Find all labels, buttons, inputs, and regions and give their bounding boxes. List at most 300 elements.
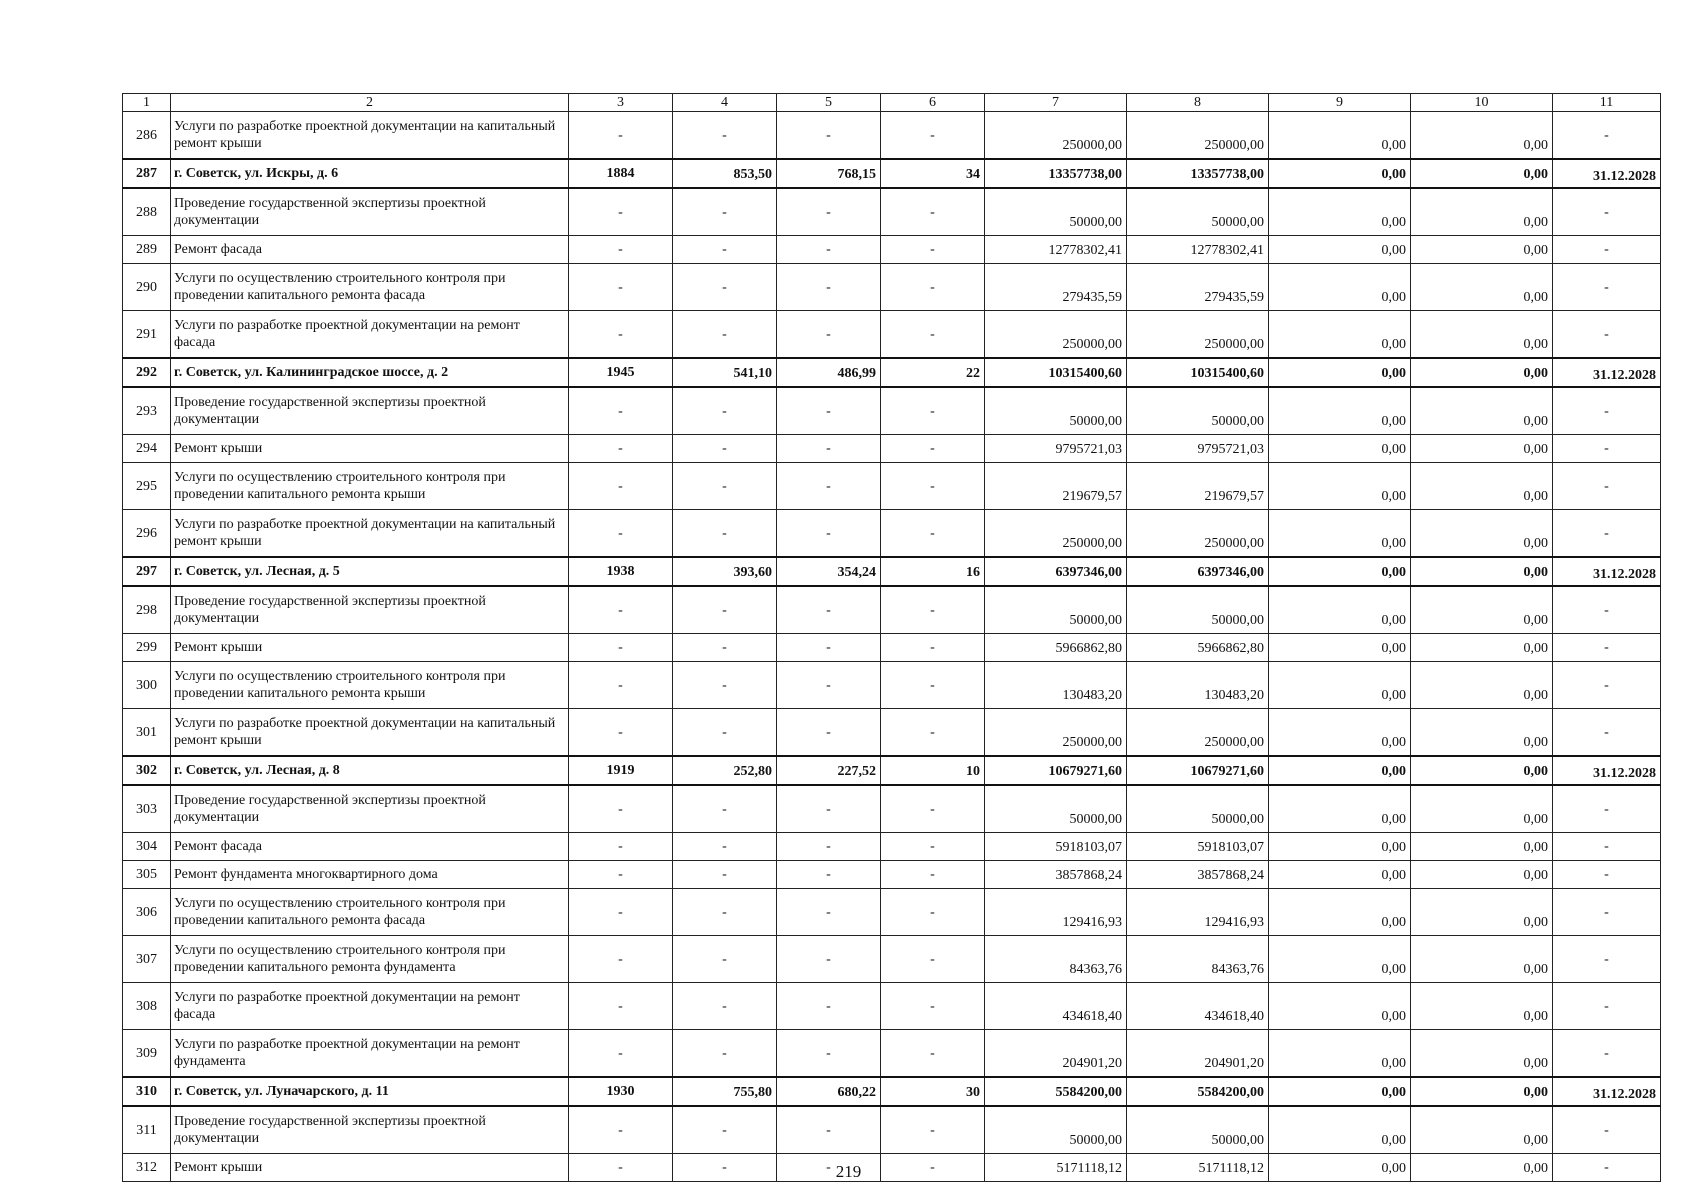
table-row — [123, 861, 1661, 889]
row-number: 310 — [123, 1077, 171, 1106]
year-built: - — [569, 634, 673, 662]
year-built: 1938 — [569, 557, 673, 586]
row-number: 301 — [123, 709, 171, 757]
table-row — [123, 634, 1661, 662]
completion-date: - — [1553, 264, 1661, 311]
row-description: Услуги по осуществлению строительного контроля при проведении капитального ремонта фасада — [171, 889, 569, 936]
row-number: 299 — [123, 634, 171, 662]
completion-date: - — [1553, 634, 1661, 662]
completion-date: - — [1553, 936, 1661, 983]
completion-date: - — [1553, 463, 1661, 510]
residents: - — [881, 709, 985, 757]
total-cost: 5966862,80 — [985, 634, 1127, 662]
table-row — [123, 833, 1661, 861]
row-number: 302 — [123, 756, 171, 785]
total-cost: 250000,00 — [985, 510, 1127, 558]
table-row — [123, 889, 1661, 936]
table-row — [123, 112, 1661, 160]
other-cost: 0,00 — [1411, 311, 1553, 359]
total-area: - — [673, 112, 777, 160]
fund-cost: 13357738,00 — [1127, 159, 1269, 188]
living-area: 227,52 — [777, 756, 881, 785]
fund-cost: 5966862,80 — [1127, 634, 1269, 662]
fund-cost: 50000,00 — [1127, 188, 1269, 236]
row-number: 300 — [123, 662, 171, 709]
budget-cost: 0,00 — [1269, 510, 1411, 558]
row-number: 296 — [123, 510, 171, 558]
total-cost: 250000,00 — [985, 112, 1127, 160]
residents: - — [881, 311, 985, 359]
residents: - — [881, 264, 985, 311]
program-table — [122, 93, 1661, 1182]
year-built: - — [569, 709, 673, 757]
row-number: 309 — [123, 1030, 171, 1078]
budget-cost: 0,00 — [1269, 1106, 1411, 1154]
fund-cost: 130483,20 — [1127, 662, 1269, 709]
year-built: - — [569, 387, 673, 435]
row-description: Проведение государственной экспертизы проектной документации — [171, 387, 569, 435]
table-row — [123, 983, 1661, 1030]
fund-cost: 12778302,41 — [1127, 236, 1269, 264]
row-number: 298 — [123, 586, 171, 634]
row-description: г. Советск, ул. Калининградское шоссе, д. 2 — [171, 358, 569, 387]
budget-cost: 0,00 — [1269, 387, 1411, 435]
fund-cost: 5918103,07 — [1127, 833, 1269, 861]
budget-cost: 0,00 — [1269, 1077, 1411, 1106]
budget-cost: 0,00 — [1269, 188, 1411, 236]
total-area: - — [673, 936, 777, 983]
total-area: - — [673, 1030, 777, 1078]
total-area: 393,60 — [673, 557, 777, 586]
row-number: 288 — [123, 188, 171, 236]
other-cost: 0,00 — [1411, 709, 1553, 757]
col-header-11: 11 — [1553, 94, 1661, 112]
living-area: 354,24 — [777, 557, 881, 586]
row-description: г. Советск, ул. Искры, д. 6 — [171, 159, 569, 188]
residents: - — [881, 634, 985, 662]
budget-cost: 0,00 — [1269, 936, 1411, 983]
other-cost: 0,00 — [1411, 983, 1553, 1030]
living-area: - — [777, 889, 881, 936]
total-area: - — [673, 983, 777, 1030]
row-description: Услуги по разработке проектной документации на ремонт фасада — [171, 311, 569, 359]
budget-cost: 0,00 — [1269, 662, 1411, 709]
row-number: 305 — [123, 861, 171, 889]
budget-cost: 0,00 — [1269, 889, 1411, 936]
budget-cost: 0,00 — [1269, 236, 1411, 264]
year-built: - — [569, 889, 673, 936]
other-cost: 0,00 — [1411, 387, 1553, 435]
total-area: - — [673, 1106, 777, 1154]
address-row — [123, 159, 1661, 188]
row-number: 293 — [123, 387, 171, 435]
living-area: - — [777, 463, 881, 510]
total-area: - — [673, 662, 777, 709]
table-row — [123, 709, 1661, 757]
residents: - — [881, 889, 985, 936]
completion-date: 31.12.2028 — [1553, 358, 1661, 387]
table-row — [123, 1030, 1661, 1078]
row-number: 304 — [123, 833, 171, 861]
row-number: 294 — [123, 435, 171, 463]
row-description: Услуги по разработке проектной документации на ремонт фундамента — [171, 1030, 569, 1078]
row-description: Ремонт крыши — [171, 1154, 569, 1182]
other-cost: 0,00 — [1411, 557, 1553, 586]
total-area: - — [673, 833, 777, 861]
fund-cost: 250000,00 — [1127, 311, 1269, 359]
year-built: - — [569, 510, 673, 558]
other-cost: 0,00 — [1411, 358, 1553, 387]
other-cost: 0,00 — [1411, 1030, 1553, 1078]
living-area: - — [777, 1030, 881, 1078]
total-cost: 9795721,03 — [985, 435, 1127, 463]
residents: 22 — [881, 358, 985, 387]
address-row — [123, 756, 1661, 785]
year-built: - — [569, 463, 673, 510]
budget-cost: 0,00 — [1269, 634, 1411, 662]
address-row — [123, 1077, 1661, 1106]
row-description: Услуги по осуществлению строительного контроля при проведении капитального ремонта фундамента — [171, 936, 569, 983]
living-area: 768,15 — [777, 159, 881, 188]
row-number: 297 — [123, 557, 171, 586]
table-row — [123, 936, 1661, 983]
table-body — [123, 112, 1661, 1182]
fund-cost: 84363,76 — [1127, 936, 1269, 983]
table-row — [123, 463, 1661, 510]
row-number: 289 — [123, 236, 171, 264]
total-area: - — [673, 510, 777, 558]
row-description: г. Советск, ул. Лесная, д. 5 — [171, 557, 569, 586]
row-description: г. Советск, ул. Луначарского, д. 11 — [171, 1077, 569, 1106]
address-row — [123, 358, 1661, 387]
living-area: - — [777, 387, 881, 435]
total-cost: 12778302,41 — [985, 236, 1127, 264]
year-built: 1919 — [569, 756, 673, 785]
living-area: - — [777, 1154, 881, 1182]
year-built: 1945 — [569, 358, 673, 387]
fund-cost: 6397346,00 — [1127, 557, 1269, 586]
total-area: - — [673, 188, 777, 236]
row-number: 307 — [123, 936, 171, 983]
column-number-row — [123, 94, 1661, 112]
budget-cost: 0,00 — [1269, 159, 1411, 188]
row-description: Проведение государственной экспертизы проектной документации — [171, 1106, 569, 1154]
row-description: Услуги по осуществлению строительного контроля при проведении капитального ремонта крыши — [171, 662, 569, 709]
completion-date: 31.12.2028 — [1553, 756, 1661, 785]
row-number: 306 — [123, 889, 171, 936]
completion-date: - — [1553, 833, 1661, 861]
completion-date: - — [1553, 1030, 1661, 1078]
budget-cost: 0,00 — [1269, 264, 1411, 311]
residents: - — [881, 387, 985, 435]
table-row — [123, 662, 1661, 709]
year-built: 1884 — [569, 159, 673, 188]
row-number: 292 — [123, 358, 171, 387]
total-cost: 250000,00 — [985, 311, 1127, 359]
fund-cost: 50000,00 — [1127, 586, 1269, 634]
other-cost: 0,00 — [1411, 586, 1553, 634]
total-area: - — [673, 311, 777, 359]
fund-cost: 204901,20 — [1127, 1030, 1269, 1078]
col-header-10: 10 — [1411, 94, 1553, 112]
other-cost: 0,00 — [1411, 662, 1553, 709]
row-description: Услуги по разработке проектной документации на ремонт фасада — [171, 983, 569, 1030]
row-description: Ремонт крыши — [171, 634, 569, 662]
other-cost: 0,00 — [1411, 112, 1553, 160]
col-header-7: 7 — [985, 94, 1127, 112]
budget-cost: 0,00 — [1269, 833, 1411, 861]
fund-cost: 10679271,60 — [1127, 756, 1269, 785]
table-row — [123, 1106, 1661, 1154]
year-built: - — [569, 1030, 673, 1078]
budget-cost: 0,00 — [1269, 112, 1411, 160]
other-cost: 0,00 — [1411, 236, 1553, 264]
other-cost: 0,00 — [1411, 936, 1553, 983]
fund-cost: 250000,00 — [1127, 709, 1269, 757]
total-area: - — [673, 785, 777, 833]
living-area: - — [777, 634, 881, 662]
fund-cost: 5584200,00 — [1127, 1077, 1269, 1106]
year-built: - — [569, 861, 673, 889]
total-area: 541,10 — [673, 358, 777, 387]
completion-date: - — [1553, 311, 1661, 359]
completion-date: - — [1553, 510, 1661, 558]
total-area: - — [673, 709, 777, 757]
budget-cost: 0,00 — [1269, 1030, 1411, 1078]
residents: - — [881, 188, 985, 236]
table-row — [123, 264, 1661, 311]
residents: - — [881, 236, 985, 264]
completion-date: - — [1553, 1154, 1661, 1182]
living-area: - — [777, 833, 881, 861]
total-cost: 129416,93 — [985, 889, 1127, 936]
col-header-6: 6 — [881, 94, 985, 112]
budget-cost: 0,00 — [1269, 785, 1411, 833]
fund-cost: 3857868,24 — [1127, 861, 1269, 889]
col-header-2: 2 — [171, 94, 569, 112]
total-cost: 130483,20 — [985, 662, 1127, 709]
other-cost: 0,00 — [1411, 1106, 1553, 1154]
residents: 10 — [881, 756, 985, 785]
row-description: Проведение государственной экспертизы проектной документации — [171, 188, 569, 236]
completion-date: - — [1553, 112, 1661, 160]
completion-date: - — [1553, 435, 1661, 463]
year-built: - — [569, 112, 673, 160]
row-description: Ремонт фасада — [171, 833, 569, 861]
row-description: Услуги по разработке проектной документации на капитальный ремонт крыши — [171, 112, 569, 160]
year-built: - — [569, 833, 673, 861]
row-description: Услуги по разработке проектной документации на капитальный ремонт крыши — [171, 510, 569, 558]
residents: - — [881, 1030, 985, 1078]
budget-cost: 0,00 — [1269, 463, 1411, 510]
completion-date: - — [1553, 889, 1661, 936]
year-built: - — [569, 1106, 673, 1154]
row-number: 286 — [123, 112, 171, 160]
row-number: 287 — [123, 159, 171, 188]
row-number: 290 — [123, 264, 171, 311]
row-description: г. Советск, ул. Лесная, д. 8 — [171, 756, 569, 785]
living-area: - — [777, 264, 881, 311]
total-area: - — [673, 1154, 777, 1182]
row-number: 295 — [123, 463, 171, 510]
row-number: 311 — [123, 1106, 171, 1154]
total-area: - — [673, 463, 777, 510]
completion-date: - — [1553, 983, 1661, 1030]
living-area: - — [777, 586, 881, 634]
row-number: 291 — [123, 311, 171, 359]
row-description: Услуги по разработке проектной документации на капитальный ремонт крыши — [171, 709, 569, 757]
budget-cost: 0,00 — [1269, 756, 1411, 785]
col-header-8: 8 — [1127, 94, 1269, 112]
residents: - — [881, 586, 985, 634]
year-built: 1930 — [569, 1077, 673, 1106]
completion-date: - — [1553, 387, 1661, 435]
residents: - — [881, 1154, 985, 1182]
total-cost: 84363,76 — [985, 936, 1127, 983]
residents: 16 — [881, 557, 985, 586]
living-area: - — [777, 662, 881, 709]
residents: - — [881, 785, 985, 833]
budget-cost: 0,00 — [1269, 1154, 1411, 1182]
completion-date: - — [1553, 586, 1661, 634]
col-header-3: 3 — [569, 94, 673, 112]
fund-cost: 250000,00 — [1127, 112, 1269, 160]
completion-date: - — [1553, 861, 1661, 889]
total-cost: 3857868,24 — [985, 861, 1127, 889]
residents: - — [881, 662, 985, 709]
completion-date: - — [1553, 188, 1661, 236]
total-cost: 50000,00 — [985, 586, 1127, 634]
living-area: - — [777, 435, 881, 463]
other-cost: 0,00 — [1411, 159, 1553, 188]
budget-cost: 0,00 — [1269, 586, 1411, 634]
total-cost: 50000,00 — [985, 785, 1127, 833]
other-cost: 0,00 — [1411, 1077, 1553, 1106]
total-cost: 50000,00 — [985, 387, 1127, 435]
address-row — [123, 557, 1661, 586]
other-cost: 0,00 — [1411, 264, 1553, 311]
year-built: - — [569, 785, 673, 833]
total-cost: 250000,00 — [985, 709, 1127, 757]
total-area: - — [673, 236, 777, 264]
year-built: - — [569, 188, 673, 236]
residents: 34 — [881, 159, 985, 188]
total-cost: 50000,00 — [985, 188, 1127, 236]
total-cost: 219679,57 — [985, 463, 1127, 510]
year-built: - — [569, 1154, 673, 1182]
completion-date: 31.12.2028 — [1553, 1077, 1661, 1106]
fund-cost: 250000,00 — [1127, 510, 1269, 558]
table-row — [123, 188, 1661, 236]
completion-date: - — [1553, 785, 1661, 833]
other-cost: 0,00 — [1411, 833, 1553, 861]
table-row — [123, 236, 1661, 264]
table-row — [123, 586, 1661, 634]
row-description: Проведение государственной экспертизы проектной документации — [171, 586, 569, 634]
table-row — [123, 785, 1661, 833]
total-cost: 10315400,60 — [985, 358, 1127, 387]
other-cost: 0,00 — [1411, 188, 1553, 236]
total-area: 853,50 — [673, 159, 777, 188]
total-cost: 10679271,60 — [985, 756, 1127, 785]
total-cost: 279435,59 — [985, 264, 1127, 311]
residents: - — [881, 463, 985, 510]
fund-cost: 10315400,60 — [1127, 358, 1269, 387]
residents: - — [881, 983, 985, 1030]
budget-cost: 0,00 — [1269, 861, 1411, 889]
total-area: - — [673, 861, 777, 889]
total-area: - — [673, 889, 777, 936]
fund-cost: 50000,00 — [1127, 387, 1269, 435]
fund-cost: 279435,59 — [1127, 264, 1269, 311]
completion-date: - — [1553, 236, 1661, 264]
fund-cost: 129416,93 — [1127, 889, 1269, 936]
residents: - — [881, 510, 985, 558]
total-cost: 5171118,12 — [985, 1154, 1127, 1182]
table-row — [123, 510, 1661, 558]
other-cost: 0,00 — [1411, 889, 1553, 936]
residents: - — [881, 112, 985, 160]
fund-cost: 434618,40 — [1127, 983, 1269, 1030]
other-cost: 0,00 — [1411, 1154, 1553, 1182]
budget-cost: 0,00 — [1269, 709, 1411, 757]
other-cost: 0,00 — [1411, 861, 1553, 889]
col-header-9: 9 — [1269, 94, 1411, 112]
budget-cost: 0,00 — [1269, 557, 1411, 586]
total-cost: 13357738,00 — [985, 159, 1127, 188]
row-description: Ремонт фундамента многоквартирного дома — [171, 861, 569, 889]
row-number: 308 — [123, 983, 171, 1030]
row-number: 303 — [123, 785, 171, 833]
residents: - — [881, 936, 985, 983]
other-cost: 0,00 — [1411, 756, 1553, 785]
fund-cost: 50000,00 — [1127, 785, 1269, 833]
living-area: - — [777, 785, 881, 833]
residents: - — [881, 861, 985, 889]
year-built: - — [569, 311, 673, 359]
living-area: - — [777, 936, 881, 983]
completion-date: - — [1553, 662, 1661, 709]
year-built: - — [569, 662, 673, 709]
year-built: - — [569, 435, 673, 463]
table-row — [123, 435, 1661, 463]
living-area: - — [777, 1106, 881, 1154]
living-area: - — [777, 709, 881, 757]
col-header-5: 5 — [777, 94, 881, 112]
fund-cost: 5171118,12 — [1127, 1154, 1269, 1182]
residents: - — [881, 1106, 985, 1154]
budget-cost: 0,00 — [1269, 358, 1411, 387]
other-cost: 0,00 — [1411, 510, 1553, 558]
year-built: - — [569, 236, 673, 264]
year-built: - — [569, 264, 673, 311]
living-area: - — [777, 112, 881, 160]
total-area: - — [673, 435, 777, 463]
total-cost: 5918103,07 — [985, 833, 1127, 861]
living-area: - — [777, 510, 881, 558]
other-cost: 0,00 — [1411, 463, 1553, 510]
col-header-4: 4 — [673, 94, 777, 112]
total-cost: 434618,40 — [985, 983, 1127, 1030]
budget-cost: 0,00 — [1269, 435, 1411, 463]
row-description: Ремонт фасада — [171, 236, 569, 264]
total-area: - — [673, 586, 777, 634]
living-area: 486,99 — [777, 358, 881, 387]
total-area: 252,80 — [673, 756, 777, 785]
living-area: - — [777, 983, 881, 1030]
other-cost: 0,00 — [1411, 785, 1553, 833]
year-built: - — [569, 586, 673, 634]
